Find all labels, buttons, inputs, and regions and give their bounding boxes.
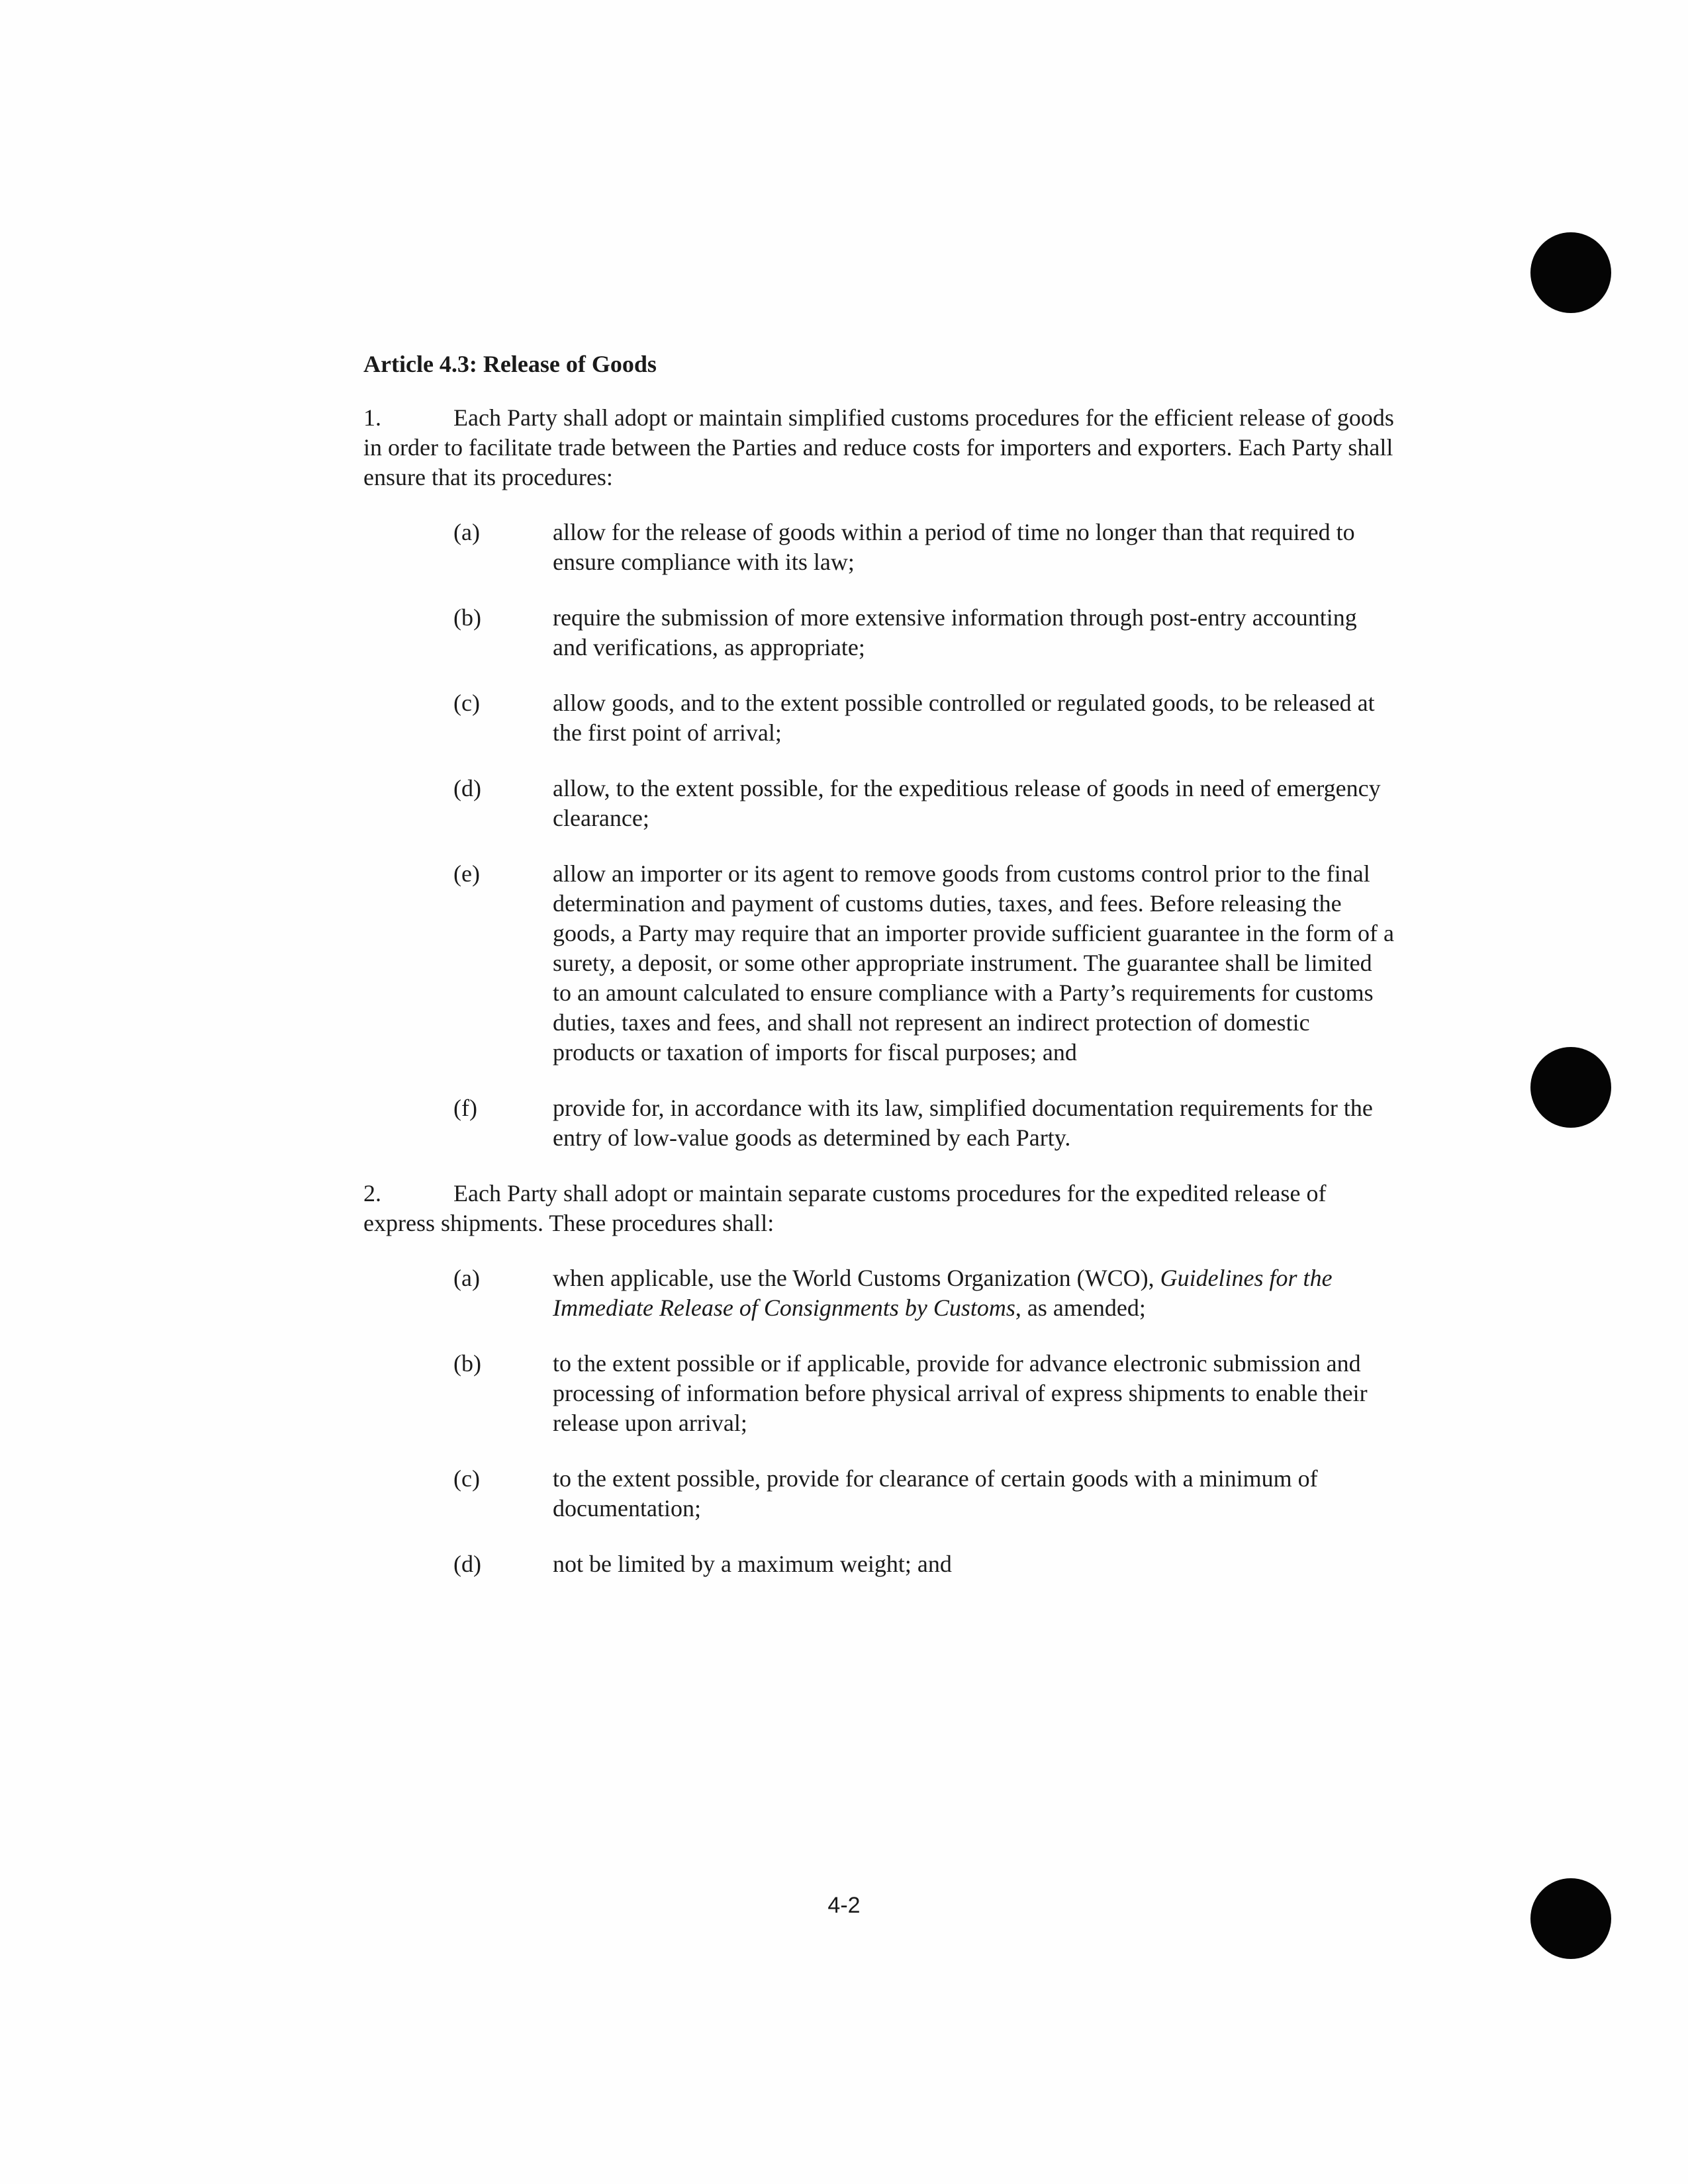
item-text: to the extent possible, provide for clearance of certain goods with a minimum of documentation; (553, 1465, 1318, 1522)
item-letter: (b) (453, 604, 481, 631)
punch-hole-middle (1530, 1047, 1611, 1128)
list-item (363, 1093, 1396, 1153)
list-item (363, 1464, 1396, 1524)
item-letter: (a) (453, 1265, 480, 1291)
punch-hole-top (1530, 232, 1611, 313)
paragraph-1 (363, 403, 1396, 492)
page-number: 4-2 (827, 1893, 861, 1918)
item-letter: (c) (453, 690, 480, 716)
item-letter: (f) (453, 1095, 477, 1121)
list-item (363, 1549, 1396, 1579)
list-item (363, 774, 1396, 833)
item-text-after: , as amended; (1015, 1295, 1146, 1321)
paragraph-1-items (363, 518, 1396, 1153)
list-item (363, 518, 1396, 577)
item-text: allow for the release of goods within a period of time no longer than that required to ensure compliance with its law; (553, 519, 1355, 575)
item-letter: (c) (453, 1465, 480, 1492)
list-item (363, 1263, 1396, 1323)
item-text: allow, to the extent possible, for the expeditious release of goods in need of emergency clearance; (553, 775, 1381, 831)
article-heading: Article 4.3: Release of Goods (363, 351, 657, 377)
item-text-italic-title: Guidelines for the Immediate Release of Consignments by Customs (553, 1265, 1333, 1321)
item-text: require the submission of more extensive information through post-entry accounting and verifications, as appropriate; (553, 604, 1357, 660)
paragraph-2 (363, 1179, 1396, 1238)
punch-hole-bottom (1530, 1878, 1611, 1959)
item-letter: (d) (453, 1551, 481, 1577)
item-text: not be limited by a maximum weight; and (553, 1551, 952, 1577)
paragraph-2-items (363, 1263, 1396, 1579)
paragraph-text: Each Party shall adopt or maintain simplified customs procedures for the efficient release of goods in order to facilitate trade between the Parties and reduce costs for importers and exporters. Each Party shall ensure that its procedures: (363, 404, 1394, 490)
list-item (363, 603, 1396, 662)
item-text: allow goods, and to the extent possible controlled or regulated goods, to be released at the first point of arrival; (553, 690, 1375, 746)
list-item (363, 859, 1396, 1068)
paragraph-text: Each Party shall adopt or maintain separate customs procedures for the expedited release of express shipments. These procedures shall: (363, 1180, 1327, 1236)
article-body (363, 349, 1396, 1605)
paragraph-number: 2. (363, 1180, 381, 1206)
item-letter: (b) (453, 1350, 481, 1377)
item-text: to the extent possible or if applicable, provide for advance electronic submission and processing of information before physical arrival of express shipments to enable their release upon arrival; (553, 1350, 1368, 1436)
item-text: allow an importer or its agent to remove goods from customs control prior to the final determination and payment of customs duties, taxes, and fees. Before releasing the goods, a Party may require that an importer provide sufficient guarantee in the form of a surety, a deposit, or some other appropriate instrument. The guarantee shall be limited to an amount calculated to ensure compliance with a Party’s requirements for customs duties, taxes and fees, and shall not represent an indirect protection of domestic products or taxation of imports for fiscal purposes; and (553, 860, 1394, 1066)
item-text (553, 1263, 1396, 1323)
item-letter: (e) (453, 860, 480, 887)
list-item (363, 1349, 1396, 1438)
paragraph-number: 1. (363, 404, 381, 431)
item-letter: (a) (453, 519, 480, 545)
item-text: provide for, in accordance with its law, simplified documentation requirements for the entry of low-value goods as determined by each Party. (553, 1095, 1373, 1151)
item-letter: (d) (453, 775, 481, 801)
list-item (363, 688, 1396, 748)
item-text-before: when applicable, use the World Customs Organization (WCO), (553, 1265, 1160, 1291)
